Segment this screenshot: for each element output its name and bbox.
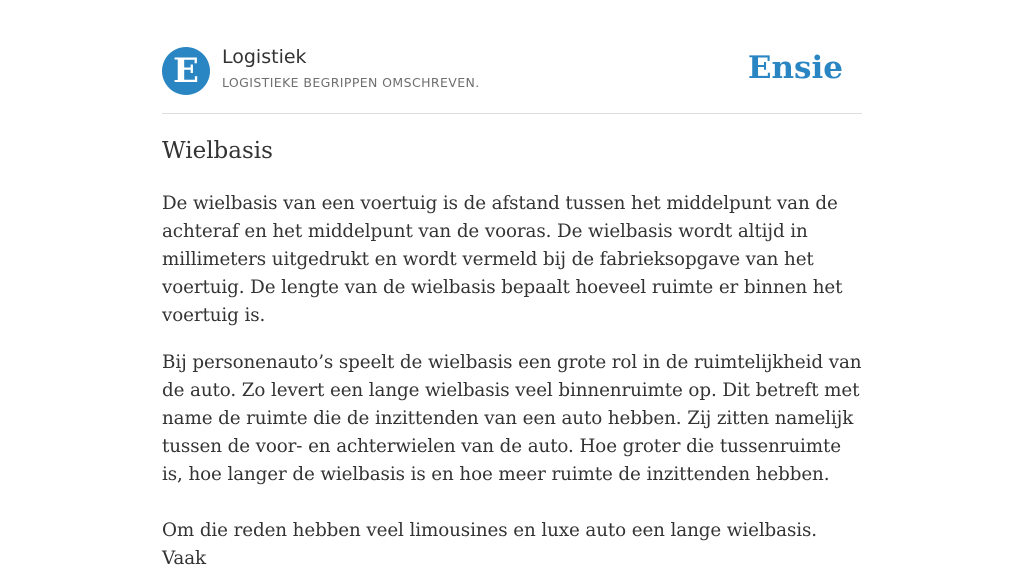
article-body	[162, 190, 862, 573]
page-container	[162, 0, 862, 569]
page-title: Wielbasis	[162, 138, 273, 164]
ensie-brand-link[interactable]: Ensie	[747, 50, 843, 86]
article-paragraph: Bij personenauto’s speelt de wielbasis een grote rol in de ruimtelijkheid van de auto. Zo levert een lange wielbasis veel binnenruimte op. Dit betreft met name de ruimte die de inzittenden van een auto hebben. Zij zitten namelijk tussen de voor- en achterwielen van de auto. Hoe groter die tussenruimte is, hoe langer de wielbasis is en hoe meer ruimte de inzittenden hebben.	[162, 352, 862, 485]
site-title-link[interactable]: Logistiek	[222, 46, 307, 68]
ensie-logo-icon[interactable]: E	[162, 47, 210, 95]
site-header	[162, 0, 862, 114]
article-paragraph: De wielbasis van een voertuig is de afstand tussen het middelpunt van de achteraf en het middelpunt van de vooras. De wielbasis wordt altijd in millimeters uitgedrukt en wordt vermeld bij de fabrieksopgave van het voertuig. De lengte van de wielbasis bepaalt hoeveel ruimte er binnen het voertuig is.	[162, 193, 843, 326]
article-paragraph: Om die reden hebben veel limousines en luxe auto een lange wielbasis. Vaak	[162, 520, 817, 569]
site-subtitle: LOGISTIEKE BEGRIPPEN OMSCHREVEN.	[222, 75, 480, 90]
